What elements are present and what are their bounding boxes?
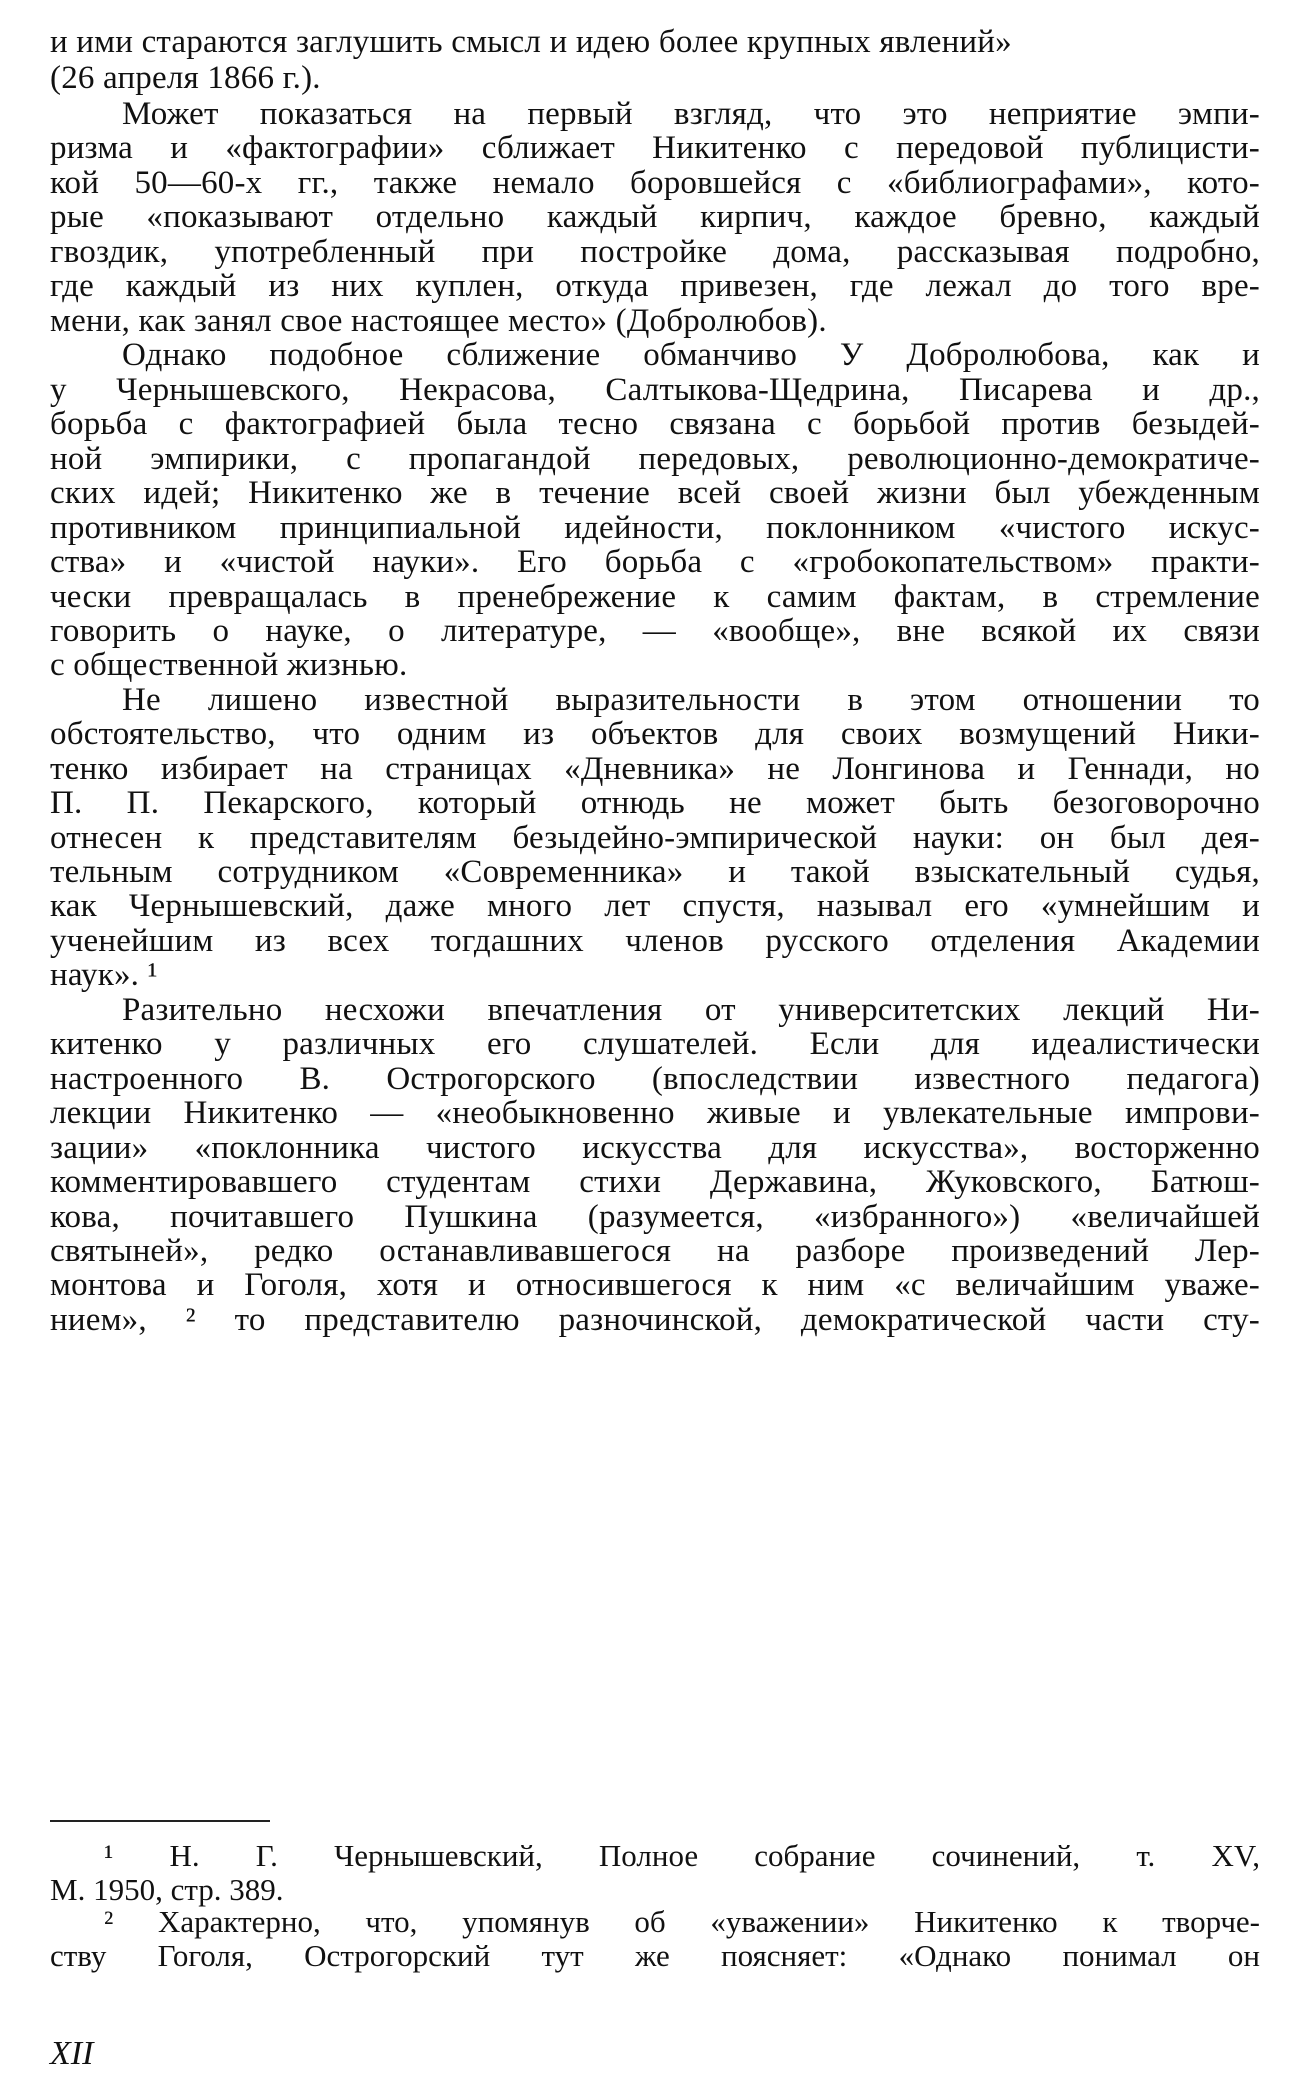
text-line: П. П. Пекарского, который отнюдь не может быть безоговорочно bbox=[50, 785, 1260, 821]
text-line: Разительно несхожи впечатления от университетских лекций Ни- bbox=[122, 992, 1260, 1028]
text-line: наук». ¹ bbox=[50, 957, 158, 993]
footnote-line: ² Характерно, что, упомянув об «уважении» Никитенко к творче- bbox=[104, 1904, 1260, 1939]
text-line: лекции Никитенко — «необыкновенно живые и увлекательные импрови- bbox=[50, 1095, 1260, 1131]
text-line: кова, почитавшего Пушкина (разумеется, «избранного») «величайшей bbox=[50, 1199, 1260, 1235]
text-line: с общественной жизнью. bbox=[50, 647, 408, 683]
text-line: Не лишено известной выразительности в этом отношении то bbox=[122, 682, 1260, 718]
text-line: ства» и «чистой науки». Его борьба с «гробокопательством» практи- bbox=[50, 544, 1260, 580]
text-line: кой 50—60-х гг., также немало боровшейся с «библиографами», кото- bbox=[50, 165, 1260, 201]
text-line: зации» «поклонника чистого искусства для искусства», восторженно bbox=[50, 1130, 1260, 1166]
text-line: ной эмпирики, с пропагандой передовых, революционно-демократиче- bbox=[50, 441, 1260, 477]
footnote-line: ¹ Н. Г. Чернышевский, Полное собрание сочинений, т. XV, bbox=[104, 1838, 1260, 1873]
footnote-line: ству Гоголя, Острогорский тут же поясняет: «Однако понимал он bbox=[50, 1938, 1260, 1973]
text-line: ученейшим из всех тогдашних членов русского отделения Академии bbox=[50, 923, 1260, 959]
footnote-separator bbox=[50, 1820, 270, 1822]
text-line: противником принципиальной идейности, поклонником «чистого искус- bbox=[50, 510, 1260, 546]
text-line: ских идей; Никитенко же в течение всей своей жизни был убежденным bbox=[50, 475, 1260, 511]
text-line: Может показаться на первый взгляд, что это неприятие эмпи- bbox=[122, 96, 1260, 132]
text-line: борьба с фактографией была тесно связана с борьбой против безыдей- bbox=[50, 406, 1260, 442]
footnote-line: М. 1950, стр. 389. bbox=[50, 1872, 284, 1907]
text-line: гвоздик, употребленный при постройке дома, рассказывая подробно, bbox=[50, 234, 1260, 270]
text-line: тенко избирает на страницах «Дневника» не Лонгинова и Геннади, но bbox=[50, 751, 1260, 787]
text-line: нием», ² то представителю разночинской, демократической части сту- bbox=[50, 1302, 1260, 1338]
text-line: отнесен к представителям безыдейно-эмпирической науки: он был дея- bbox=[50, 820, 1260, 856]
text-line: мени, как занял свое настоящее место» (Добролюбов). bbox=[50, 303, 827, 339]
text-line: у Чернышевского, Некрасова, Салтыкова-Щедрина, Писарева и др., bbox=[50, 372, 1260, 408]
text-line: (26 апреля 1866 г.). bbox=[50, 60, 321, 96]
text-line: ризма и «фактографии» сближает Никитенко с передовой публицисти- bbox=[50, 130, 1260, 166]
text-line: святыней», редко останавливавшегося на разборе произведений Лер- bbox=[50, 1233, 1260, 1269]
text-line: комментировавшего студентам стихи Державина, Жуковского, Батюш- bbox=[50, 1164, 1260, 1200]
text-line: Однако подобное сближение обманчиво У Добролюбова, как и bbox=[122, 337, 1260, 373]
text-line: монтова и Гоголя, хотя и относившегося к ним «с величайшим уваже- bbox=[50, 1267, 1260, 1303]
text-line: настроенного В. Острогорского (впоследствии известного педагога) bbox=[50, 1061, 1260, 1097]
text-line: чески превращалась в пренебрежение к самим фактам, в стремление bbox=[50, 579, 1260, 615]
text-line: где каждый из них куплен, откуда привезен, где лежал до того вре- bbox=[50, 268, 1260, 304]
text-line: китенко у различных его слушателей. Если для идеалистически bbox=[50, 1026, 1260, 1062]
text-line: тельным сотрудником «Современника» и такой взыскательный судья, bbox=[50, 854, 1260, 890]
text-line: как Чернышевский, даже много лет спустя, называл его «умнейшим и bbox=[50, 888, 1260, 924]
text-line: говорить о науке, о литературе, — «вообще», вне всякой их связи bbox=[50, 613, 1260, 649]
page-number: XII bbox=[50, 2035, 94, 2072]
text-line: обстоятельство, что одним из объектов для своих возмущений Ники- bbox=[50, 716, 1260, 752]
text-line: и ими стараются заглушить смысл и идею более крупных явлений» bbox=[50, 24, 1012, 60]
text-line: рые «показывают отдельно каждый кирпич, каждое бревно, каждый bbox=[50, 199, 1260, 235]
